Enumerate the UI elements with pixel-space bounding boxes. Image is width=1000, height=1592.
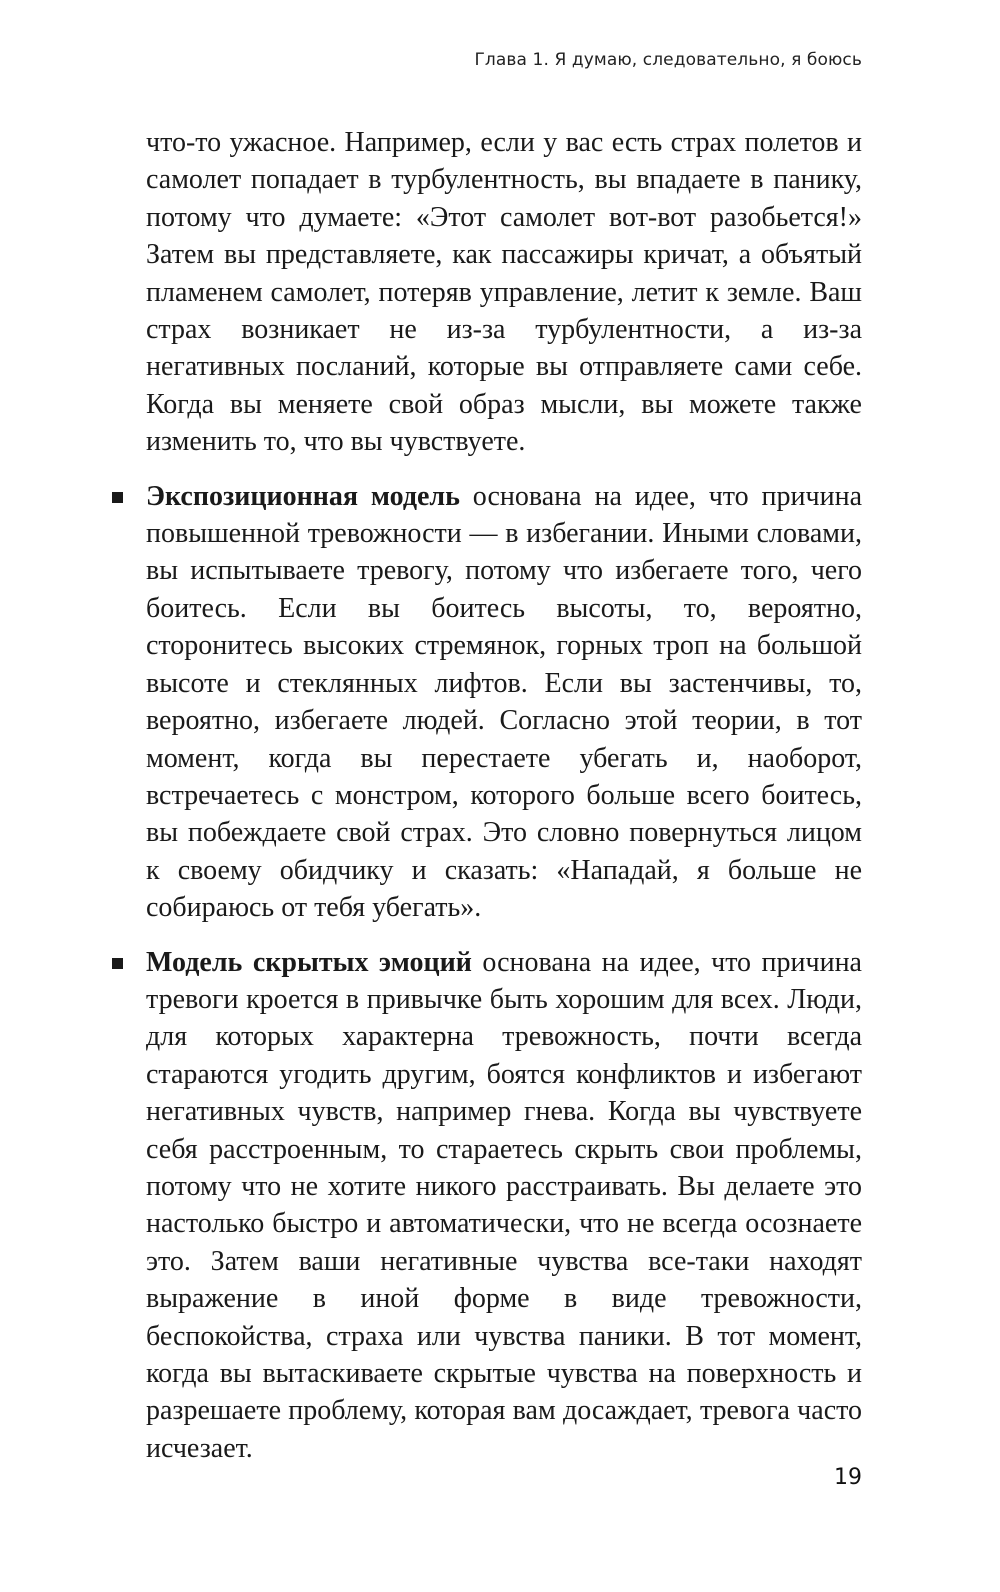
- bullet-text: основана на идее, что причина повышенной тревожности — в избегании. Иными словами, вы испытываете тревогу, потому что избегаете того, чего боитесь. Если вы боитесь высоты, то, вероятно, сторонитесь высоких стремянок, горных троп на большой высоте и стеклянных лифтов. Если вы застенчивы, то, вероятно, избегаете людей. Согласно этой теории, в тот момент, когда вы перестаете убегать и, наоборот, встречаетесь с монстром, которого больше всего боитесь, вы побеждаете свой страх. Это словно повернуться лицом к своему обидчику и сказать: «Нападай, я больше не собираюсь от тебя убегать».: [146, 480, 862, 924]
- bullet-text: основана на идее, что причина тревоги кроется в привычке быть хорошим для всех. Люди, для которых характерна тревожность, почти всегда стараются угодить другим, боятся конфликтов и избегают негативных чувств, например гнева. Когда вы чувствуете себя расстроенным, то стараетесь скрыть свои проблемы, потому что не хотите никого расстраивать. Вы делаете это настолько быстро и автоматически, что не всегда осознаете это. Затем ваши негативные чувства все-таки находят выражение в иной форме в виде тревожности, беспокойства, страха или чувства паники. В тот момент, когда вы вытаскиваете скрытые чувства на поверхность и разрешаете проблему, которая вам досаждает, тревога часто исчезает.: [146, 946, 862, 1464]
- bullet-term: Экспозиционная модель: [146, 480, 460, 512]
- bullet-term: Модель скрытых эмоций: [146, 946, 472, 978]
- square-bullet-icon: [112, 492, 123, 503]
- page-number: 19: [834, 1465, 862, 1490]
- page-body: [146, 124, 862, 1467]
- running-head: Глава 1. Я думаю, следовательно, я боюсь: [474, 50, 862, 70]
- intro-paragraph: что-то ужасное. Например, если у вас есть страх полетов и самолет попадает в турбулентность, вы впадаете в панику, потому что думаете: «Этот самолет вот-вот разобьется!» Затем вы представляете, как пассажиры кричат, а объятый пламенем самолет, потеряв управление, летит к земле. Ваш страх возникает не из-за турбулентности, а из-за негативных посланий, которые вы отправляете сами себе. Когда вы меняете свой образ мысли, вы можете также изменить то, что вы чувствуете.: [146, 127, 862, 458]
- square-bullet-icon: [112, 958, 123, 969]
- bullet-item-exposure-model: [146, 478, 862, 927]
- bullet-item-hidden-emotion-model: [146, 944, 862, 1468]
